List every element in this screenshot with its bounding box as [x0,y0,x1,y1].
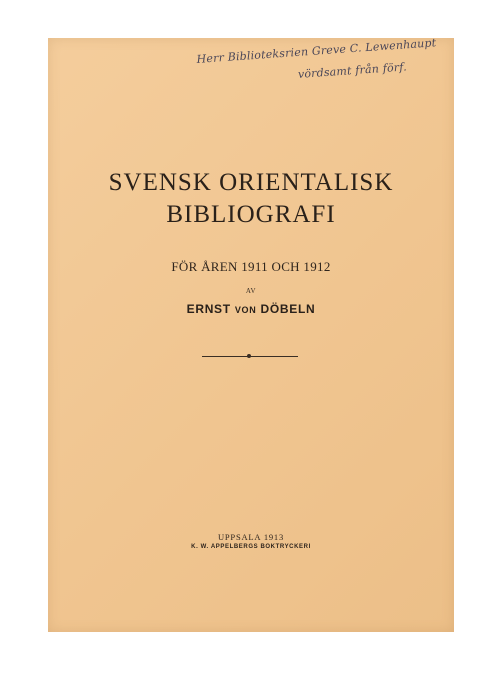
by-label: AV [245,287,257,295]
handwritten-dedication [196,33,448,92]
title-line-2: BIBLIOGRAFI [166,201,336,228]
author-first-name: ERNST [186,302,231,316]
imprint-printer: K. W. APPELBERGS BOKTRYCKERI [191,544,311,550]
author-name [48,302,454,316]
dedication-line-2: vördsamt från förf. [297,60,408,81]
ornamental-rule-dot [247,354,251,358]
subtitle-years: FÖR ÅREN 1911 OCH 1912 [171,259,331,274]
author-particle: VON [234,305,257,315]
dedication-line-1: Herr Biblioteksrien Greve C. Lewenhaupt [196,36,437,66]
title-page [48,38,454,632]
imprint-place-year: UPPSALA 1913 [217,532,285,542]
author-last-name: DÖBELN [260,302,316,316]
title-line-1: SVENSK ORIENTALISK [108,169,394,196]
